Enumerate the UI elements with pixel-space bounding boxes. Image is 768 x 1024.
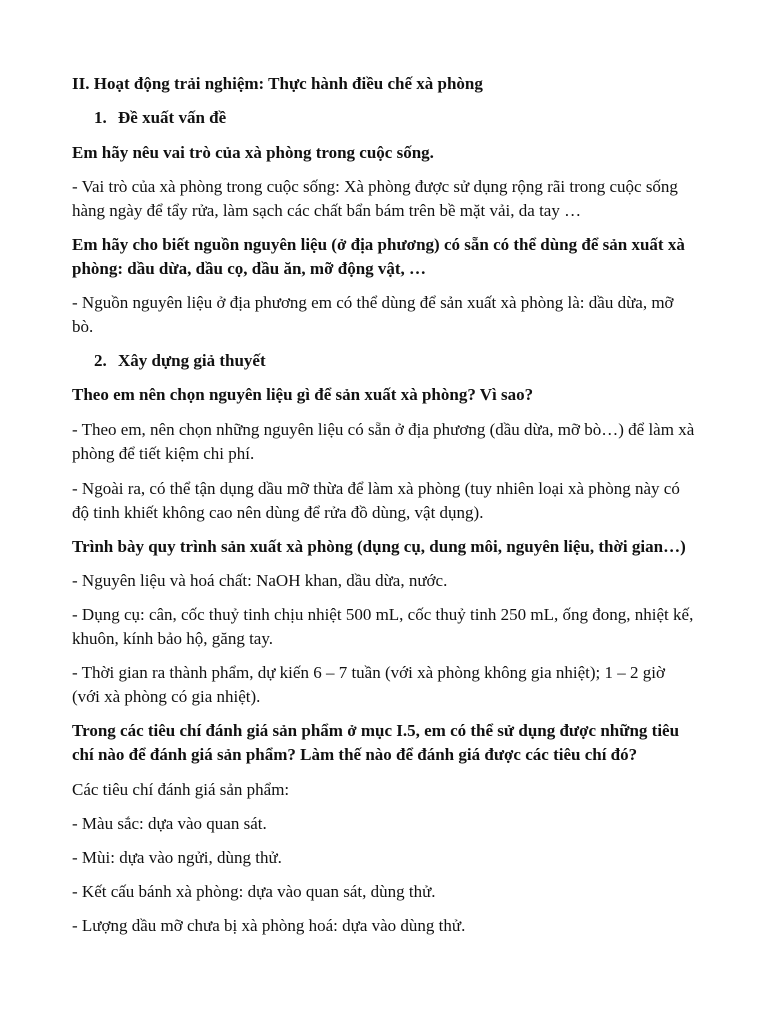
answer-3b-line-2: độ tinh khiết không cao nên dùng để rửa đồ dùng, vật dụng).: [72, 503, 484, 522]
step-1-number: 1.: [94, 108, 107, 127]
question-3: Theo em nên chọn nguyên liệu gì để sản xuất xà phòng? Vì sao?: [72, 385, 534, 404]
answer-3a-line-1: - Theo em, nên chọn những nguyên liệu có sẵn ở địa phương (dầu dừa, mỡ bò…) để làm xà: [72, 420, 695, 439]
criteria-item: - Kết cấu bánh xà phòng: dựa vào quan sát, dùng thử.: [72, 882, 436, 901]
step-2-number: 2.: [94, 351, 107, 370]
step-2-title: Xây dựng giả thuyết: [118, 351, 266, 370]
question-4: Trình bày quy trình sản xuất xà phòng (dụng cụ, dung môi, nguyên liệu, thời gian…): [72, 537, 686, 556]
question-1: Em hãy nêu vai trò của xà phòng trong cuộc sống.: [72, 143, 434, 162]
step-1-heading: [94, 108, 226, 128]
answer-3b-line-1: - Ngoài ra, có thể tận dụng dầu mỡ thừa để làm xà phòng (tuy nhiên loại xà phòng này có: [72, 479, 680, 498]
answer-2-line-1: - Nguồn nguyên liệu ở địa phương em có thể dùng để sản xuất xà phòng là: dầu dừa, mỡ: [72, 293, 674, 312]
answer-2-line-2: bò.: [72, 317, 94, 336]
step-1-title: Đề xuất vấn đề: [118, 108, 227, 127]
step-2-heading: [94, 351, 266, 371]
answer-4b-line-2: khuôn, kính bảo hộ, găng tay.: [72, 629, 273, 648]
question-5-line-1: Trong các tiêu chí đánh giá sản phẩm ở mục I.5, em có thể sử dụng được những tiêu: [72, 721, 680, 740]
criteria-item: - Mùi: dựa vào ngửi, dùng thử.: [72, 848, 282, 867]
section-heading: II. Hoạt động trải nghiệm: Thực hành điều chế xà phòng: [72, 74, 483, 93]
answer-3a-line-2: phòng để tiết kiệm chi phí.: [72, 444, 255, 463]
question-5-line-2: chí nào để đánh giá sản phẩm? Làm thế nào để đánh giá được các tiêu chí đó?: [72, 745, 638, 764]
criteria-item: - Màu sắc: dựa vào quan sát.: [72, 814, 267, 833]
question-2-line-2: phòng: dầu dừa, dầu cọ, dầu ăn, mỡ động vật, …: [72, 259, 427, 278]
criteria-item: - Lượng dầu mỡ chưa bị xà phòng hoá: dựa vào dùng thử.: [72, 916, 466, 935]
question-2-line-1: Em hãy cho biết nguồn nguyên liệu (ở địa phương) có sẵn có thể dùng để sản xuất xà: [72, 235, 685, 254]
answer-4b-line-1: - Dụng cụ: cân, cốc thuỷ tinh chịu nhiệt 500 mL, cốc thuỷ tinh 250 mL, ống đong, nhiệt kế,: [72, 605, 694, 624]
answer-1-line-1: - Vai trò của xà phòng trong cuộc sống: Xà phòng được sử dụng rộng rãi trong cuộc sống: [72, 177, 678, 196]
answer-4a: - Nguyên liệu và hoá chất: NaOH khan, dầu dừa, nước.: [72, 571, 448, 590]
answer-4c-line-1: - Thời gian ra thành phẩm, dự kiến 6 – 7 tuần (với xà phòng không gia nhiệt); 1 – 2 giờ: [72, 663, 665, 682]
criteria-intro: Các tiêu chí đánh giá sản phẩm:: [72, 780, 290, 799]
answer-4c-line-2: (với xà phòng có gia nhiệt).: [72, 687, 261, 706]
answer-1-line-2: hàng ngày để tẩy rửa, làm sạch các chất bẩn bám trên bề mặt vải, da tay …: [72, 201, 582, 220]
